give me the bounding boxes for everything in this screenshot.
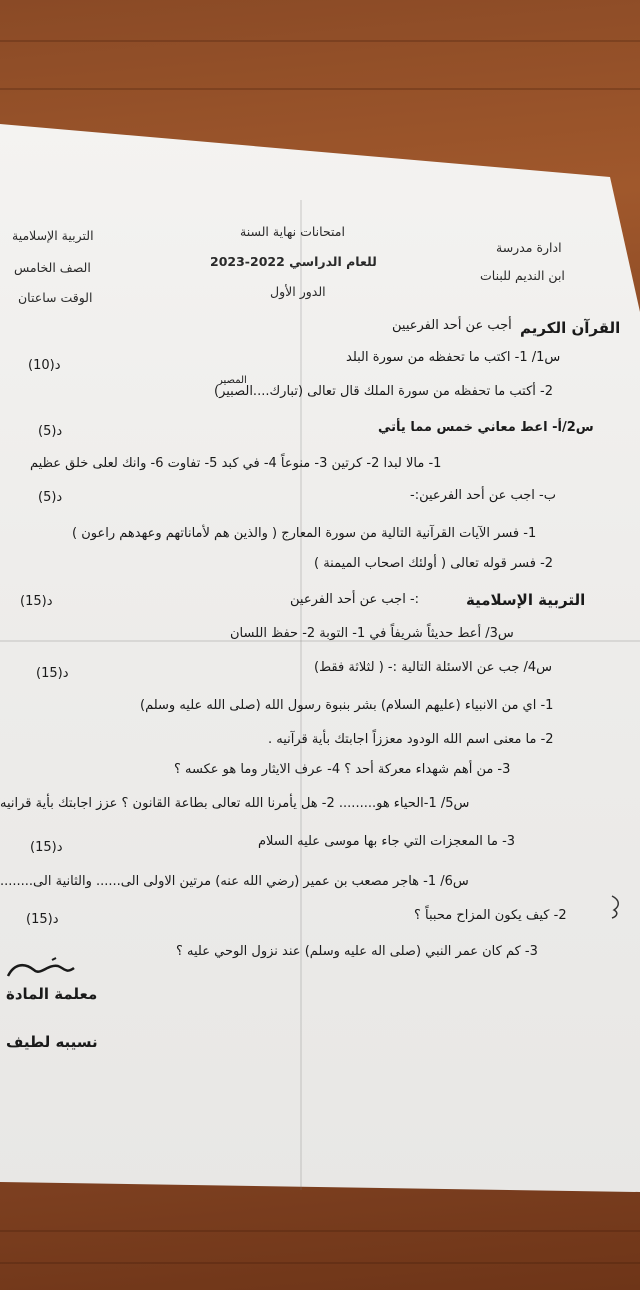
question-6: س6/ 1- هاجر مصعب بن عمير (رضي الله عنه) مرتين الاولى الى...... والثانية الى........ xyxy=(0,874,469,889)
header-admin: ادارة مدرسة xyxy=(496,240,562,255)
question-4: س4/ جب عن الاسئلة التالية :- ( لثلاثة فقط) xyxy=(314,660,553,675)
header-year: للعام الدراسي 2022-2023 xyxy=(210,254,377,269)
question-4-1: 1- اي من الانبياء (عليهم السلام) بشر بنبوة رسول الله (صلى الله عليه وسلم) xyxy=(140,698,554,713)
section-title-islamic: التربية الإسلامية xyxy=(466,591,586,609)
question-1-2: 2- أكتب ما تحفظه من سورة الملك قال تعالى (تبارك....الصبير) xyxy=(214,384,554,399)
question-1-1: س1/ 1- اكتب ما تحفظه من سورة البلد xyxy=(346,350,561,365)
question-4-2: 2- ما معنى اسم الله الودود معززاً اجابتك بأية قرآنيه . xyxy=(268,732,554,747)
mark: (5)د xyxy=(38,490,63,505)
mark: (5)د xyxy=(38,424,63,439)
section-instruction: أجب عن أحد الفرعيين xyxy=(392,318,512,333)
question-2a-words: 1- مالا لبدا 2- كرتين 3- منوعاً 4- في كبد 5- تفاوت 6- وانك لعلى خلق عظيم xyxy=(30,456,442,471)
question-3: س3/ أعط حديثاً شريفاً في 1- التوبة 2- حفظ اللسان xyxy=(230,626,514,641)
teacher-label: معلمة المادة xyxy=(6,985,98,1003)
question-6-2: 2- كيف يكون المزاح محبباً ؟ xyxy=(414,908,567,923)
mark: (10)د xyxy=(28,358,61,373)
header-school: ابن النديم للبنات xyxy=(480,268,565,283)
mark: (15)د xyxy=(36,666,69,681)
handwritten-note: المصير xyxy=(218,375,247,386)
question-4-3: 3- من أهم شهداء معركة أحد ؟ 4- عرف الايثار وما هو عكسه ؟ xyxy=(174,762,511,777)
mark: (15)د xyxy=(26,912,59,927)
section-title-quran: القرآن الكريم xyxy=(520,319,621,337)
question-2b: ب- اجب عن أحد الفرعين:- xyxy=(410,488,556,503)
question-5-3: 3- ما المعجزات التي جاء بها موسى عليه السلام xyxy=(258,834,516,849)
header-subject: التربية الإسلامية xyxy=(12,228,94,243)
header-class: الصف الخامس xyxy=(14,260,91,275)
question-6-3: 3- كم كان عمر النبي (صلى اله عليه وسلم) عند نزول الوحي عليه ؟ xyxy=(176,944,538,959)
header-time: الوقت ساعتان xyxy=(18,290,93,305)
question-2b-2: 2- فسر قوله تعالى ( أولئك اصحاب الميمنة ) xyxy=(314,556,554,571)
signature-icon xyxy=(4,954,84,984)
question-2a: س2/أ- اعط معاني خمس مما يأتي xyxy=(378,420,594,435)
question-2b-1: 1- فسر الآيات القرآنية التالية من سورة المعارج ( والذين هم لأماناتهم وعهدهم راعون ) xyxy=(72,526,537,541)
question-5: س5/ 1-الحياء هو......... 2- هل يأمرنا الله تعالى بطاعة القانون ؟ عزز اجابتك بأية قرانيه xyxy=(0,796,470,811)
header-round: الدور الأول xyxy=(270,284,326,299)
mark: (15)د xyxy=(20,594,53,609)
bracket-mark-icon xyxy=(606,892,626,922)
teacher-name: نسيبه لطيف xyxy=(6,1033,98,1051)
mark: (15)د xyxy=(30,840,63,855)
header-exam-title: امتحانات نهاية السنة xyxy=(240,224,345,239)
section-instruction: :- اجب عن أحد الفرعين xyxy=(290,592,420,607)
paper-fold xyxy=(300,200,302,1190)
